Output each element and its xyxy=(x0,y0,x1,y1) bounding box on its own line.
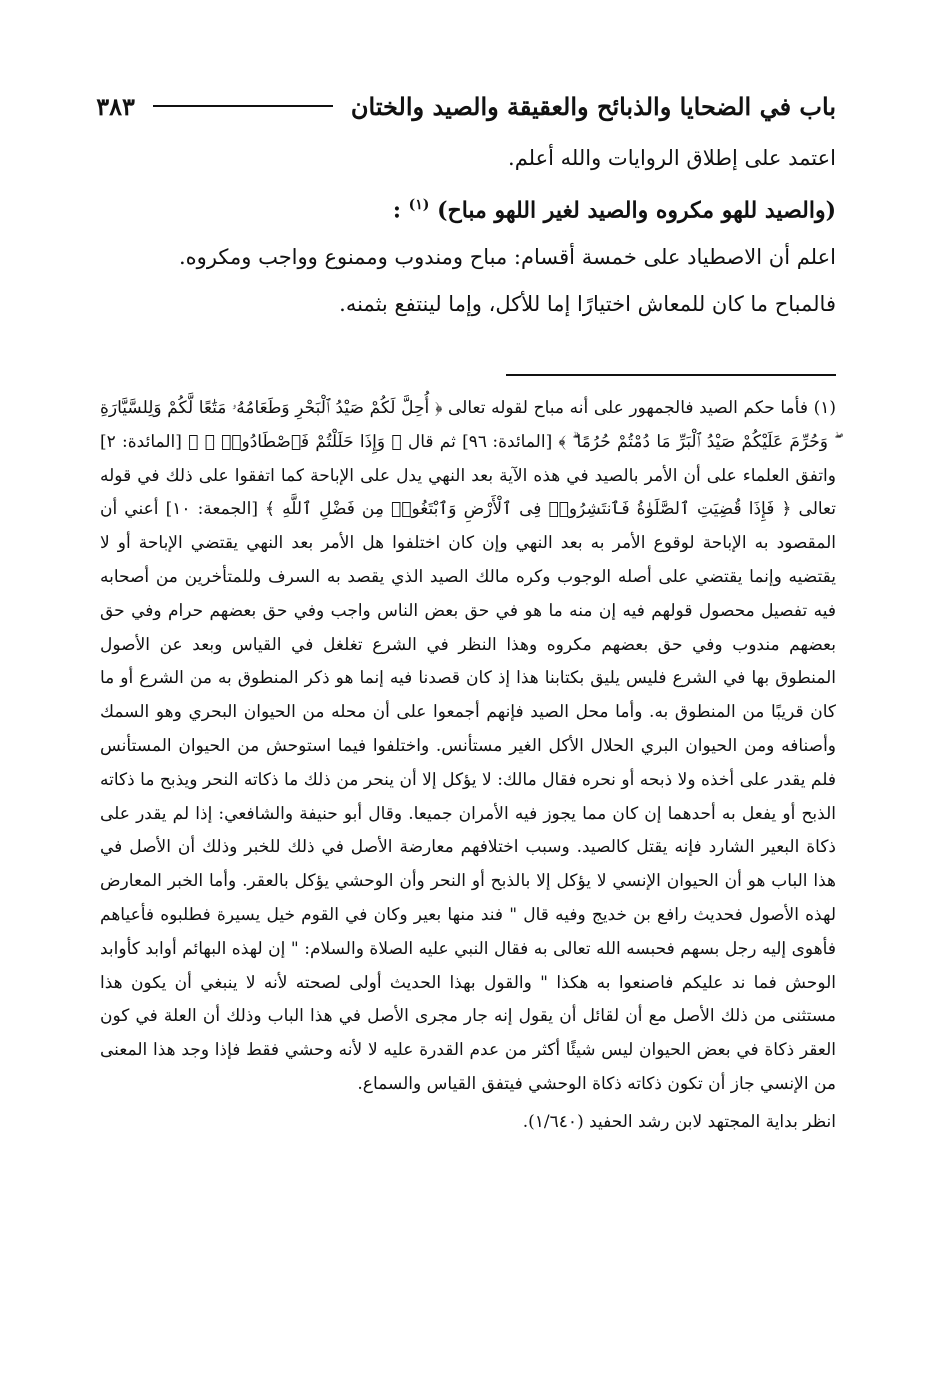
footnote-reference: انظر بداية المجتهد لابن رشد الحفيد (١/٦٤٠). xyxy=(522,1111,836,1132)
footnote-text: (١) فأما حكم الصيد فالجمهور على أنه مباح لقوله تعالى ﴿ أُحِلَّ لَكُمْ صَيْدُ ٱلْبَحْرِ وَطَعَامُهُۥ مَتَٰعًا لَّكُمْ وَلِلسَّيَّارَةِ ۖ وَحُرِّمَ عَلَيْكُمْ صَيْدُ ٱلْبَرِّ مَا دُمْتُمْ حُرُمًا ۗ ﴾ [المائدة: ٩٦] ثم قال ﴿ وَإِذَا حَلَلْتُمْ فَٱصْطَادُوا۟ ۚ ﴾ [المائدة: ٢] واتفق العلماء على أن الأمر بالصيد في هذه الآية بعد النهي يدل على الإباحة كما اتفقوا على ذلك في قوله تعالى ﴿ فَإِذَا قُضِيَتِ ٱلصَّلَوٰةُ فَٱنتَشِرُوا۟ فِى ٱلْأَرْضِ وَٱبْتَغُوا۟ مِن فَضْلِ ٱللَّهِ ﴾ [الجمعة: ١٠] أعني أن المقصود به الإباحة لوقوع الأمر به بعد النهي وإن كان اختلفوا هل الأمر بعد النهي يقتضي الإباحة أو لا يقتضيه وإنما يقتضي على أصله الوجوب وكره مالك الصيد الذي يقصد به السرف وللمتأخرين من أصحابه فيه تفصيل محصول قولهم فيه إن منه ما هو في حق بعض الناس واجب وفي حق بعضهم حرام وفي حق بعضهم مندوب وفي حق بعضهم مكروه وهذا النظر في الشرع تغلغل في القياس وبعد عن الأصول المنطوق بها في الشرع فليس يليق بكتابنا هذا إذ كان قصدنا فيه إنما هو ذكر المنطوق به من الشرع أو ما كان قريبًا من المنطوق به. وأما محل الصيد فإنهم أجمعوا على أن محله من الحيوان البحري وهو السمك وأصنافه ومن الحيوان البري الحلال الأكل الغير مستأنس. واختلفوا فيما استوحش من الحيوان المستأنس فلم يقدر على أخذه ولا ذبحه أو نحره فقال مالك: لا يؤكل إلا أن ينحر من ذلك ما ذكاته النحر ويذبح ما ذكاته الذبح أو يفعل به أحدهما إن كان مما يجوز فيه الأمران جميعا. وقال أبو حنيفة والشافعي: إذا لم يقدر على ذكاة البعير الشارد فإنه يقتل كالصيد. وسبب اختلافهم معارضة الأصل في ذلك للخبر وذلك أن الأصل في هذا الباب هو أن الحيوان الإنسي لا يؤكل إلا بالذبح أو النحر وأن الوحشي يؤكل بالعقر. وأما الخبر المعارض لهذه الأصول فحديث رافع بن خديج وفيه قال " فند منها بعير وكان في القوم خيل يسيرة فطلبوه فأعياهم فأهوى إليه رجل بسهم فحبسه الله تعالى به فقال النبي عليه الصلاة والسلام: " إن لهذه البهائم أوابد كأوابد الوحش فما ند عليكم فاصنعوا به هكذا " والقول بهذا الحديث أولى لصحته لأنه لا ينبغي أن يكون هذا مستثنى من ذلك الأصل مع أن لقائل أن يقول إنه جار مجرى الأصل في هذا الباب وذلك أن العلة في كون العقر ذكاة في بعض الحيوان ليس شيئًا أكثر من عدم القدرة عليه لا لأنه وحشي فقط فإذا وجد هذا المعنى من الإنسي جاز أن تكون ذكاته ذكاة الوحشي فيتفق القياس والسماع. xyxy=(100,398,837,1094)
heading-colon: : xyxy=(392,197,409,224)
paragraph-1: اعتمد على إطلاق الروايات والله أعلم. xyxy=(508,146,836,170)
footnote xyxy=(100,392,836,1140)
main-text xyxy=(100,140,836,333)
footnote-marker: (١) xyxy=(408,197,430,213)
paragraph-2: اعلم أن الاصطياد على خمسة أقسام: مباح ومندوب وممنوع وواجب ومكروه. xyxy=(179,245,836,270)
paragraph-3: فالمباح ما كان للمعاش اختيارًا إما للأكل، وإما لينتفع بثمنه. xyxy=(339,292,836,317)
section-heading xyxy=(100,187,836,228)
heading-text: (والصيد للهو مكروه والصيد لغير اللهو مباح) xyxy=(437,197,836,224)
footnote-separator xyxy=(506,374,836,376)
chapter-title: باب في الضحايا والذبائح والعقيقة والصيد والختان xyxy=(350,91,836,121)
header-rule xyxy=(153,105,333,107)
running-header xyxy=(90,86,836,126)
page-number: ٣٨٣ xyxy=(96,91,135,121)
